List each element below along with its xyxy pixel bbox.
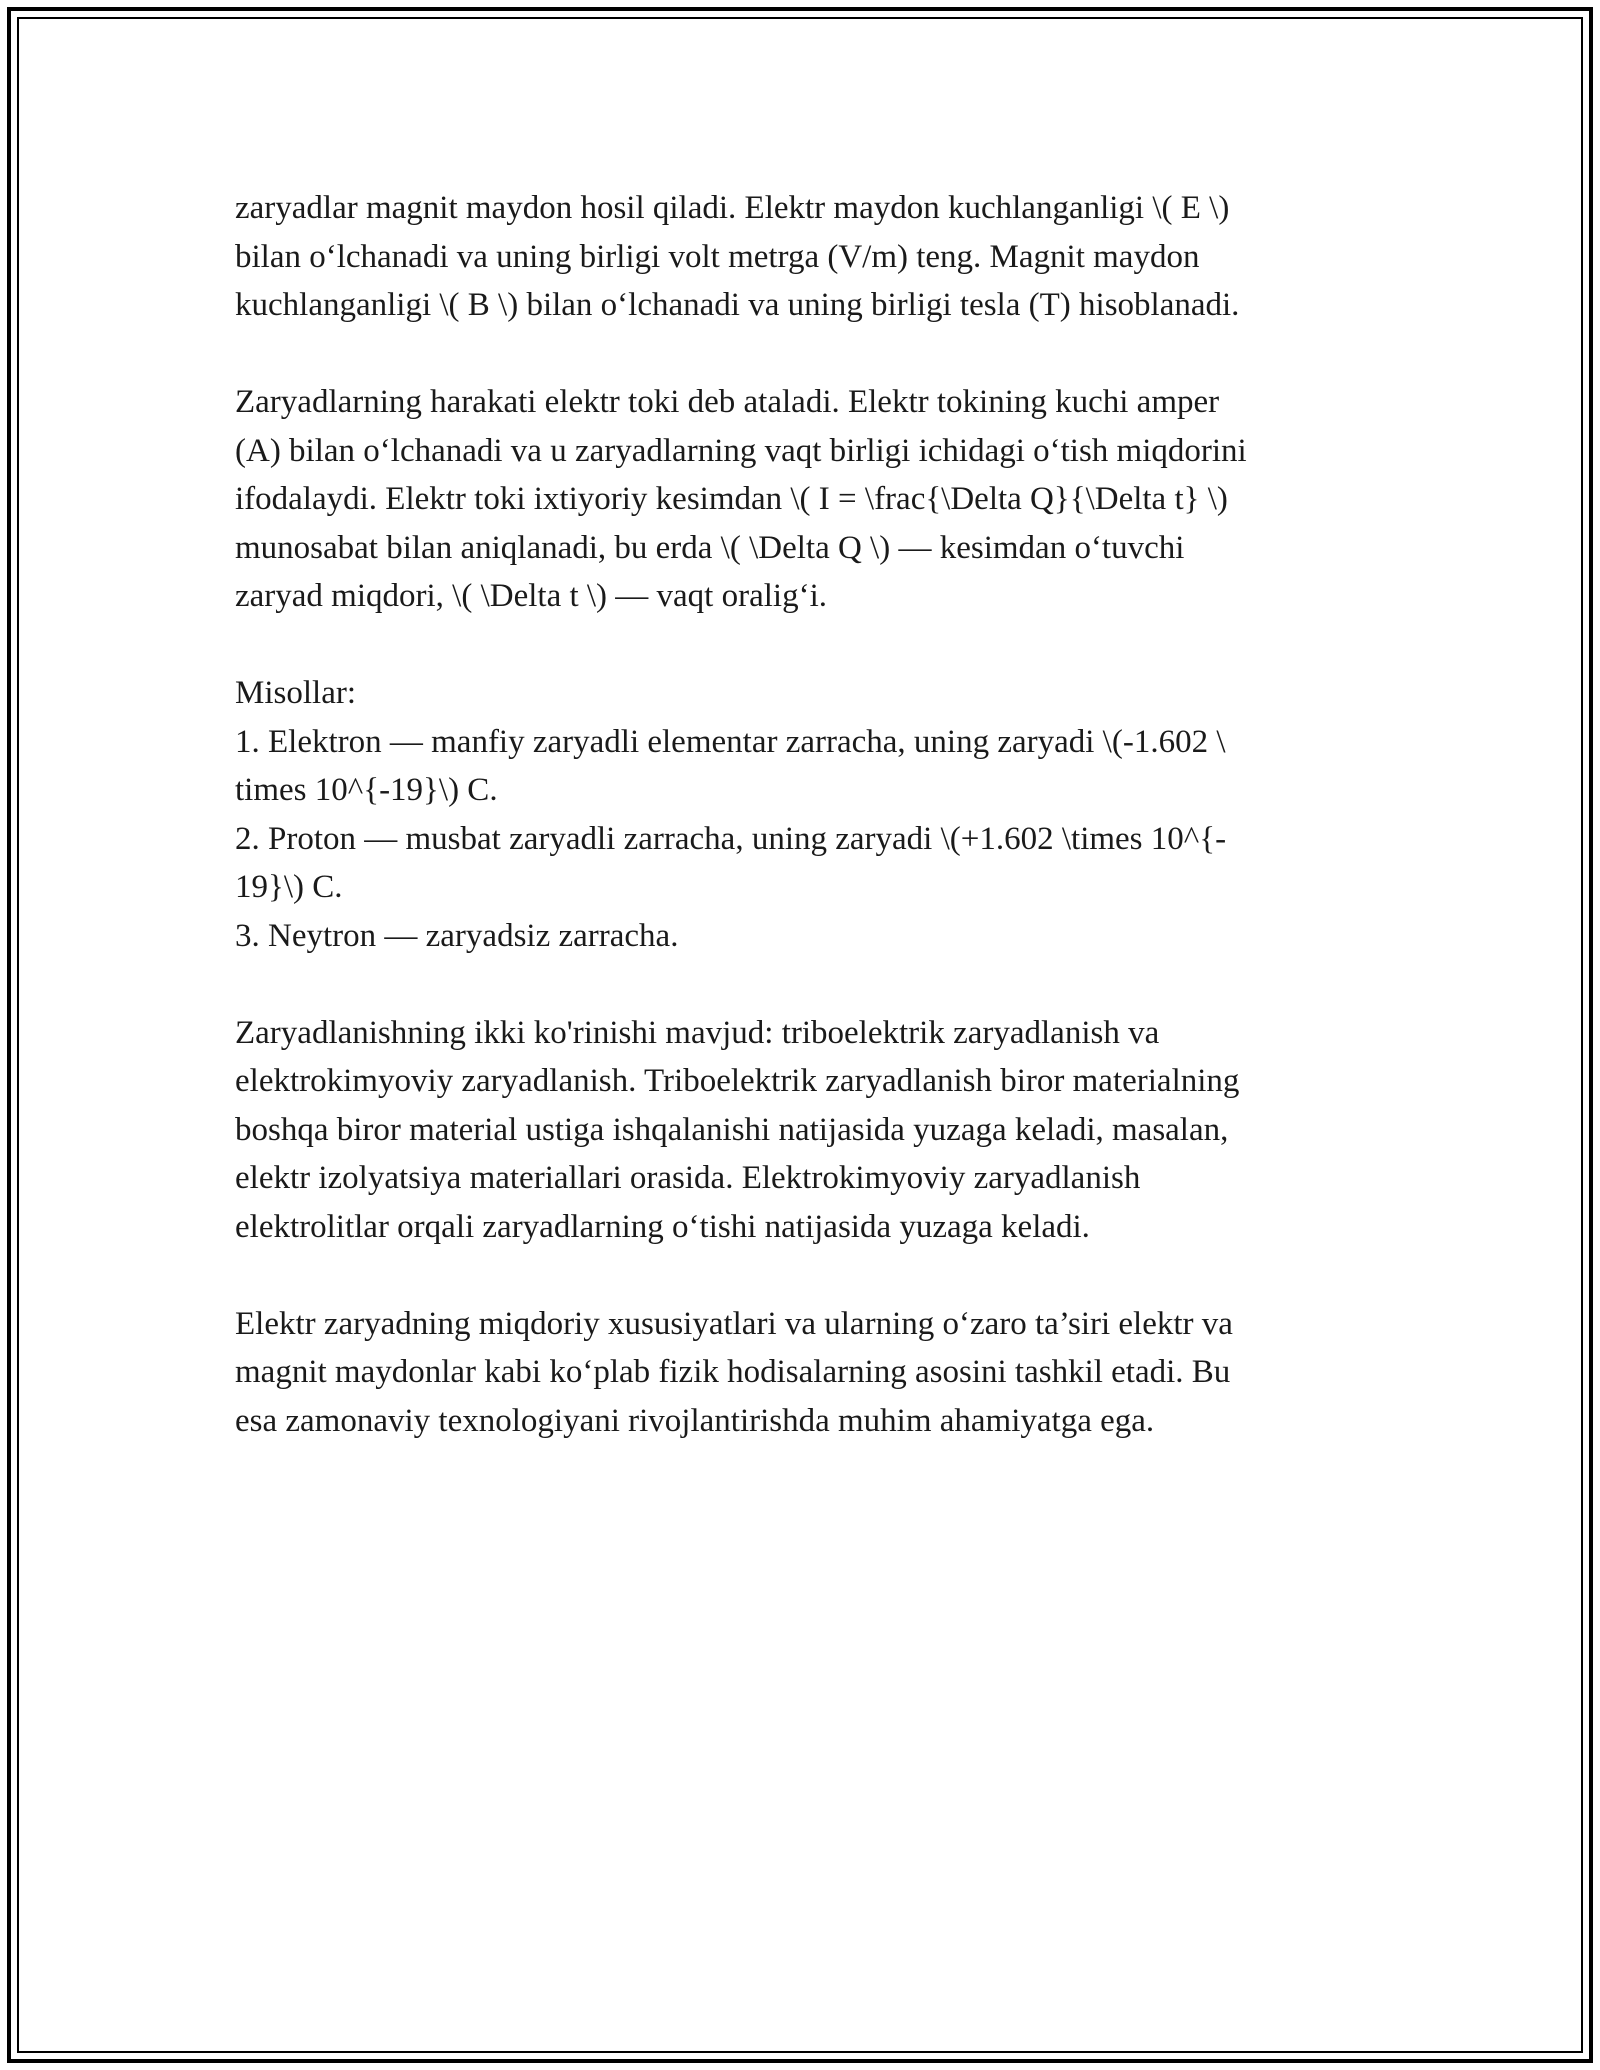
paragraph-electric-current: Zaryadlarning harakati elektr toki deb ataladi. Elektr tokining kuchi amper (A) bilan o‘lchanadi va u zaryadlarning vaqt birligi ichidagi o‘tish miqdorini ifodalaydi. Elektr toki ixtiyoriy kesimdan \( I = \frac{\Delta Q}{\Delta t} \) munosabat bilan aniqlanadi, bu erda \( \Delta Q \) — kesimdan o‘tuvchi zaryad miqdori, \( \Delta t \) — vaqt oralig‘i.: [235, 384, 1247, 614]
document-body: [235, 184, 1365, 1494]
paragraph-examples-list: Misollar: 1. Elektron — manfiy zaryadli elementar zarracha, uning zaryadi \(-1.602 \ times 10^{-19}\) C. 2. Proton — musbat zaryadli zarracha, uning zaryadi \(+1.602 \times 10^{- 19}\) C. 3. Neytron — zaryadsiz zarracha.: [235, 675, 1227, 954]
paragraph-fields-units: zaryadlar magnit maydon hosil qiladi. Elektr maydon kuchlanganligi \( E \) bilan o‘lchanadi va uning birligi volt metrga (V/m) teng. Magnit maydon kuchlanganligi \( B \) bilan o‘lchanadi va uning birligi tesla (T) hisoblanadi.: [235, 190, 1240, 323]
paragraph-conclusion: Elektr zaryadning miqdoriy xususiyatlari va ularning o‘zaro ta’siri elektr va magnit maydonlar kabi ko‘plab fizik hodisalarning asosini tashkil etadi. Bu esa zamonaviy texnologiyani rivojlantirishda muhim ahamiyatga ega.: [235, 1305, 1233, 1439]
paragraph-charging-types: Zaryadlanishning ikki ko'rinishi mavjud: triboelektrik zaryadlanish va elektrokimyoviy zaryadlanish. Triboelektrik zaryadlanish biror materialning boshqa biror material ustiga ishqalanishi natijasida yuzaga keladi, masalan, elektr izolyatsiya materiallari orasida. Elektrokimyoviy zaryadlanish elektrolitlar orqali zaryadlarning o‘tishi natijasida yuzaga keladi.: [235, 1014, 1240, 1245]
